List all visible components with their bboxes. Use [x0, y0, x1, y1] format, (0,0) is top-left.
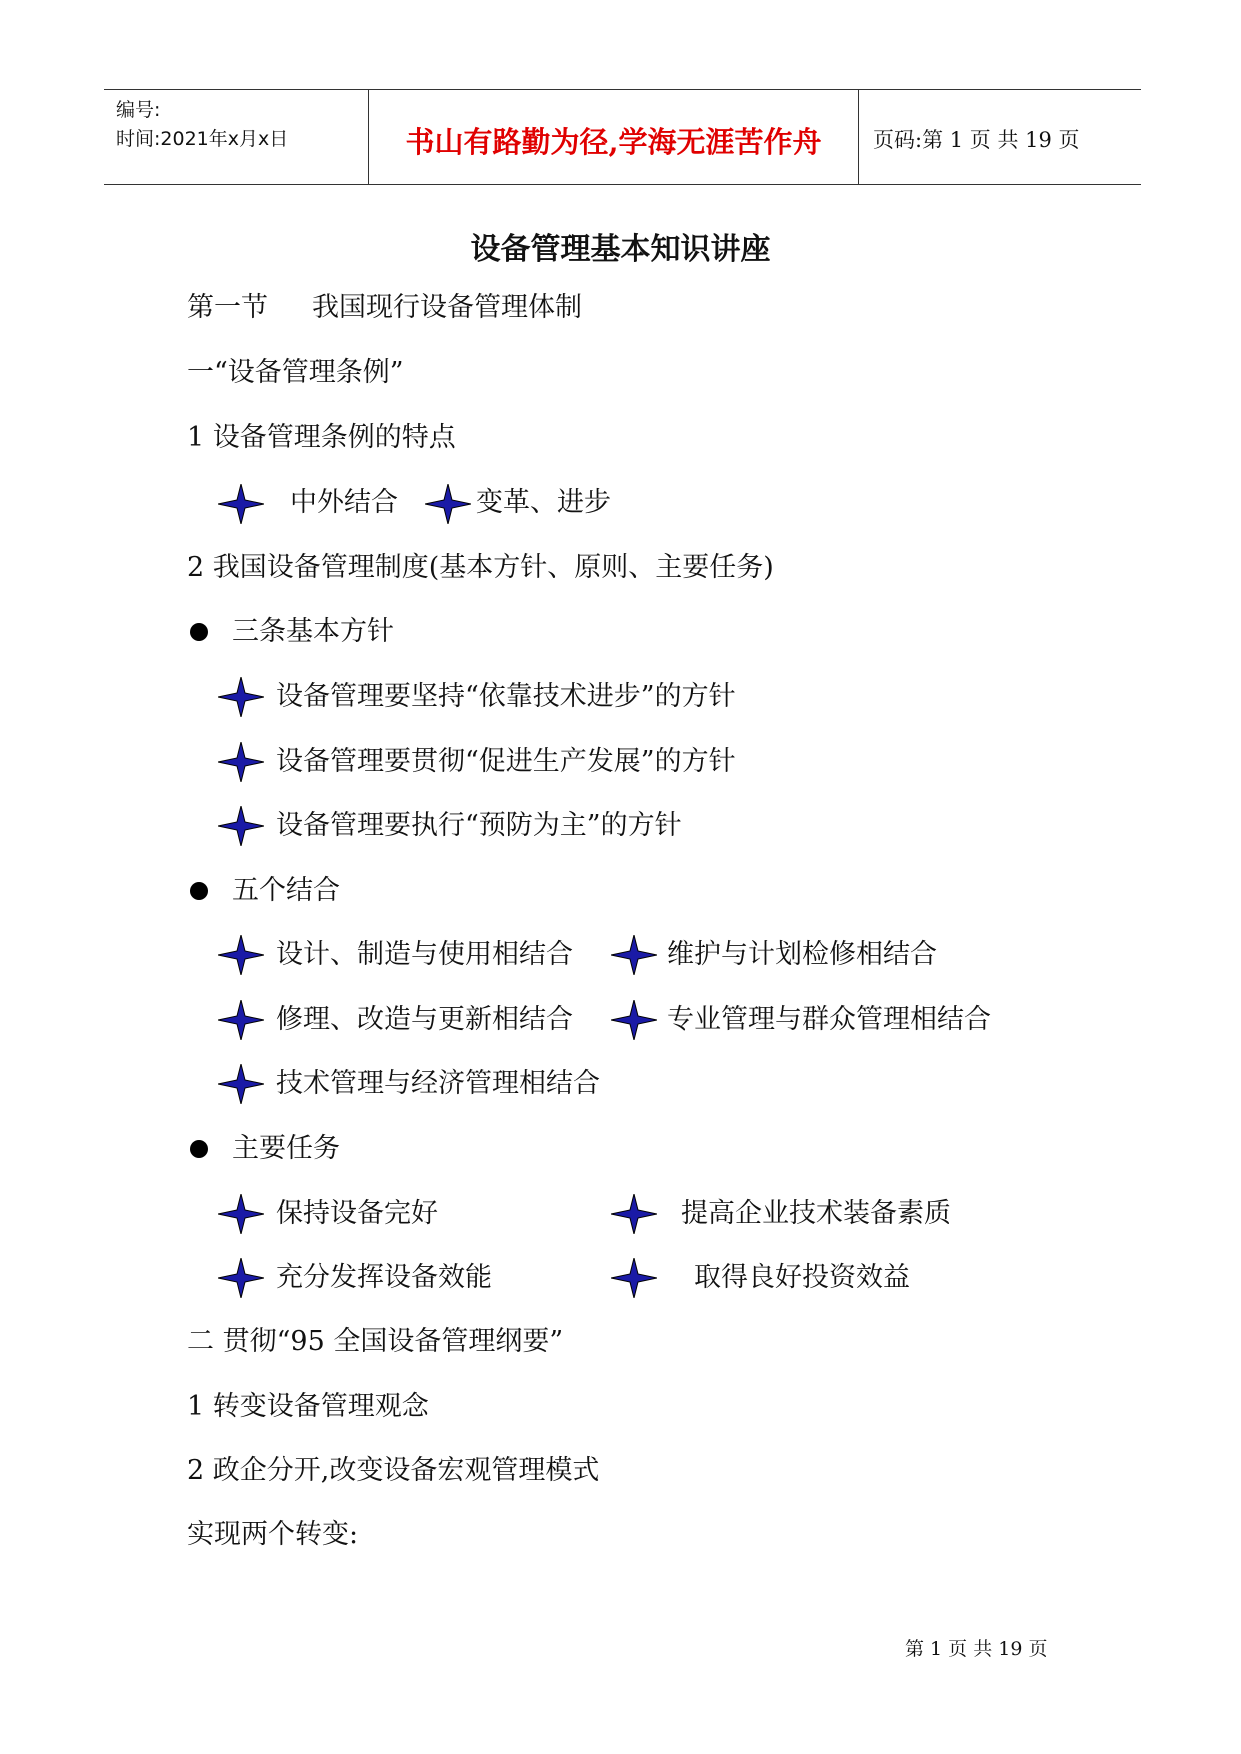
star-bullet-icon [611, 935, 657, 975]
star-bullet-icon [611, 1000, 657, 1040]
part2-item: 1 转变设备管理观念 [187, 1391, 429, 1422]
header-table [104, 89, 1141, 185]
combinations-label: 五个结合 [232, 875, 340, 906]
part2-heading: 二 贯彻“95 全国设备管理纲要” [187, 1326, 564, 1357]
section-heading [187, 291, 582, 325]
star-bullet-icon [218, 1194, 264, 1234]
part1-subheading-2: 2 我国设备管理制度(基本方针、原则、主要任务) [187, 552, 774, 583]
star-bullet-icon [218, 677, 264, 717]
document-title: 设备管理基本知识讲座 [470, 232, 771, 267]
star-bullet-icon [218, 806, 264, 846]
dot-bullet-icon [190, 882, 208, 900]
dot-bullet-icon [190, 1140, 208, 1158]
part2-item: 2 政企分开,改变设备宏观管理模式 [187, 1455, 600, 1486]
part1-subheading-1: 1 设备管理条例的特点 [187, 422, 456, 453]
star-bullet-icon [218, 742, 264, 782]
header-page-cell [859, 90, 1141, 184]
task-item: 提高企业技术装备素质 [681, 1198, 951, 1229]
section-number: 第一节 [187, 292, 268, 323]
header-meta-cell [104, 90, 368, 184]
combination-item: 专业管理与群众管理相结合 [667, 1004, 991, 1035]
star-bullet-icon [611, 1258, 657, 1298]
star-bullet-icon [218, 1258, 264, 1298]
principle-item: 设备管理要贯彻“促进生产发展”的方针 [276, 746, 736, 777]
task-item: 保持设备完好 [276, 1198, 438, 1229]
task-item: 充分发挥设备效能 [276, 1262, 492, 1293]
page-code-text: 页码:第 1 页 共 19 页 [873, 128, 1080, 152]
dot-bullet-icon [190, 623, 208, 641]
combination-item: 技术管理与经济管理相结合 [276, 1068, 600, 1099]
combination-item: 修理、改造与更新相结合 [276, 1004, 573, 1035]
principles-label: 三条基本方针 [232, 616, 394, 647]
principle-item: 设备管理要坚持“依靠技术进步”的方针 [276, 681, 736, 712]
star-bullet-icon [425, 484, 471, 524]
part2-closing: 实现两个转变: [187, 1519, 359, 1550]
page-footer: 第 1 页 共 19 页 [905, 1638, 1048, 1660]
star-bullet-icon [218, 484, 264, 524]
document-number-label: 编号: [116, 99, 161, 121]
document-time-label: 时间:2021年x月x日 [116, 128, 289, 150]
task-item: 取得良好投资效益 [694, 1262, 910, 1293]
star-bullet-icon [218, 935, 264, 975]
section-name: 我国现行设备管理体制 [312, 292, 582, 323]
tasks-label: 主要任务 [232, 1133, 340, 1164]
header-motto-cell [368, 90, 859, 184]
motto-text: 书山有路勤为径,学海无涯苦作舟 [405, 125, 822, 159]
star-bullet-icon [218, 1000, 264, 1040]
feature-item: 中外结合 [290, 487, 398, 518]
combination-item: 维护与计划检修相结合 [667, 939, 937, 970]
feature-item: 变革、进步 [476, 487, 611, 518]
combination-item: 设计、制造与使用相结合 [276, 939, 573, 970]
star-bullet-icon [218, 1064, 264, 1104]
part1-heading: 一“设备管理条例” [187, 357, 404, 388]
star-bullet-icon [611, 1194, 657, 1234]
principle-item: 设备管理要执行“预防为主”的方针 [276, 810, 682, 841]
